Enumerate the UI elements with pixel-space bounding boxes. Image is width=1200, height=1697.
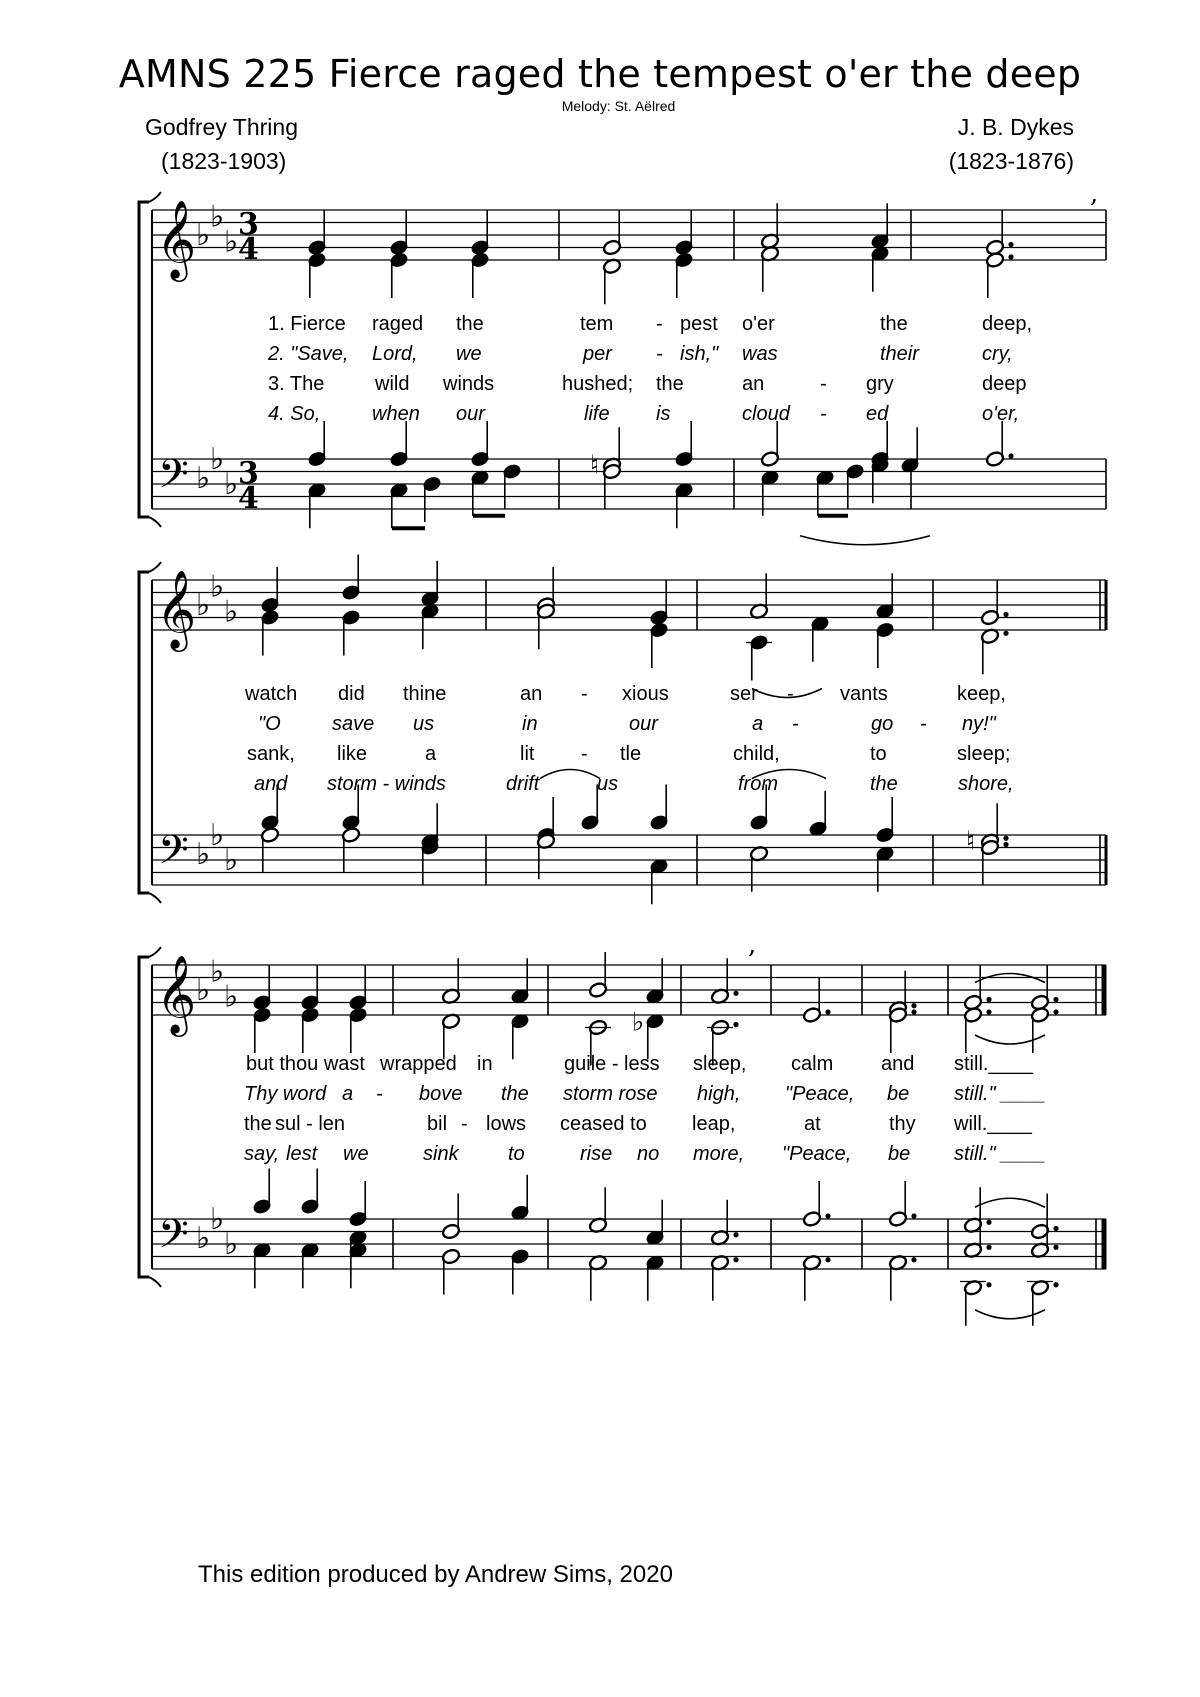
flat-icon: ♭	[224, 1227, 239, 1262]
lyric-syllable: ny!"	[962, 713, 996, 735]
lyric-syllable: 3. The	[268, 373, 325, 395]
lyric-syllable: -	[656, 343, 663, 365]
bracket-hook	[149, 893, 161, 903]
lyric-syllable: -	[656, 313, 663, 335]
flat-icon: ♭	[224, 224, 239, 260]
lyric-syllable: 1. Fierce	[268, 313, 346, 335]
lyric-syllable: wild	[375, 373, 410, 395]
lyric-syllable: Thy word	[244, 1083, 327, 1105]
lyric-syllable: watch	[245, 683, 298, 705]
lyric-syllable: -	[792, 713, 799, 735]
lyric-syllable: but thou wast	[246, 1053, 365, 1075]
augmentation-dot	[1008, 453, 1013, 458]
lyric-syllable: still." ____	[954, 1143, 1046, 1165]
melody-name: Melody: St. Aëlred	[561, 98, 676, 114]
author-name: Godfrey Thring	[145, 114, 298, 140]
lyric-syllable: xious	[622, 683, 669, 705]
lyric-syllable: Lord,	[372, 343, 418, 365]
lyric-syllable: us	[597, 773, 619, 795]
lyric-syllable: wrapped	[380, 1053, 457, 1075]
lyric-syllable: us	[413, 713, 435, 735]
augmentation-dot	[1003, 631, 1008, 636]
natural-icon: ♮	[590, 450, 600, 481]
lyric-syllable: high,	[697, 1083, 741, 1105]
flat-icon: ♭	[210, 569, 225, 605]
lyric-syllable: ser	[730, 683, 758, 705]
bass-clef-icon: 𝄢	[158, 1211, 189, 1267]
breath-mark-icon: ,	[1090, 179, 1099, 209]
slur	[975, 1310, 1045, 1319]
lyric-syllable: guile - less	[564, 1053, 660, 1075]
lyric-syllable: calm	[791, 1053, 834, 1075]
lyric-syllable: will.____	[954, 1113, 1032, 1135]
lyric-syllable: life	[584, 403, 610, 425]
lyric-syllable: no	[637, 1143, 660, 1165]
flat-icon: ♭	[210, 442, 225, 477]
time-signature: 3	[238, 456, 259, 491]
system-bracket	[139, 572, 149, 893]
time-signature: 4	[238, 232, 259, 267]
lyric-syllable: o'er,	[982, 403, 1020, 425]
bracket-hook	[149, 1277, 161, 1287]
augmentation-dot	[911, 1257, 916, 1262]
slur	[975, 1035, 1045, 1044]
lyric-syllable: lows	[486, 1113, 527, 1135]
lyric-syllable: our	[456, 403, 485, 425]
augmentation-dot	[1003, 612, 1008, 617]
lyric-syllable: and	[881, 1053, 915, 1075]
lyric-syllable: storm - winds	[327, 773, 446, 795]
flat-icon: ♭	[196, 218, 211, 253]
lyric-syllable: raged	[372, 313, 424, 335]
lyric-syllable: gry	[866, 373, 894, 395]
treble-clef-icon: 𝄞	[156, 200, 197, 279]
augmentation-dot	[986, 1220, 991, 1225]
lyric-syllable: -	[461, 1113, 468, 1135]
lyric-syllable: the	[880, 313, 908, 335]
flat-icon: ♭	[196, 836, 211, 872]
augmentation-dot	[825, 1257, 830, 1262]
breath-mark-icon: ,	[748, 930, 757, 960]
lyric-syllable: ed	[866, 403, 889, 425]
lyric-syllable: the	[456, 313, 484, 335]
lyric-syllable: leap,	[692, 1113, 736, 1135]
lyric-syllable: sleep;	[957, 743, 1011, 765]
lyric-syllable: be	[887, 1083, 910, 1105]
lyric-syllable: their	[880, 343, 919, 365]
augmentation-dot	[1003, 842, 1008, 847]
bass-clef-icon: 𝄢	[158, 827, 189, 883]
lyric-syllable: -	[920, 713, 927, 735]
lyric-syllable: "Peace,	[785, 1083, 855, 1105]
slur	[975, 1198, 1045, 1207]
augmentation-dot	[825, 1213, 830, 1218]
flat-icon: ♭	[196, 1220, 211, 1256]
flat-icon: ♭	[632, 1007, 645, 1038]
lyric-syllable: 4. So,	[268, 403, 321, 425]
lyric-syllable: tem	[580, 313, 614, 335]
lyric-syllable: drift	[506, 773, 540, 795]
flat-icon: ♭	[196, 460, 211, 496]
lyric-syllable: the	[501, 1083, 529, 1105]
lyric-syllable: at	[804, 1113, 821, 1135]
flat-icon: ♭	[224, 467, 239, 502]
slur	[800, 536, 930, 545]
lyric-syllable: thy	[889, 1113, 916, 1135]
lyric-syllable: sank,	[247, 743, 295, 765]
lyric-syllable: we	[343, 1143, 369, 1165]
lyric-syllable: the	[244, 1113, 272, 1135]
lyric-syllable: rise	[580, 1143, 613, 1165]
augmentation-dot	[1053, 1226, 1058, 1231]
flat-icon: ♭	[210, 818, 225, 853]
augmentation-dot	[986, 997, 991, 1002]
lyric-syllable: -	[820, 403, 827, 425]
lyric-syllable: tle	[620, 743, 642, 765]
augmentation-dot	[911, 1009, 916, 1014]
augmentation-dot	[825, 1009, 830, 1014]
lyric-syllable: -	[581, 683, 588, 705]
augmentation-dot	[911, 1003, 916, 1008]
augmentation-dot	[1008, 254, 1013, 259]
flat-icon: ♭	[210, 954, 225, 990]
lyric-syllable: be	[888, 1143, 911, 1165]
augmentation-dot	[733, 1022, 738, 1027]
lyric-syllable: vants	[840, 683, 888, 705]
time-signature: 4	[238, 481, 259, 516]
lyric-syllable: and	[254, 773, 288, 795]
flat-icon: ♭	[224, 979, 239, 1015]
author-years: (1823-1903)	[161, 148, 287, 174]
lyric-syllable: say,	[244, 1143, 280, 1165]
lyric-syllable: lit	[520, 743, 535, 765]
lyric-syllable: more,	[693, 1143, 745, 1165]
augmentation-dot	[1053, 1282, 1058, 1287]
augmentation-dot	[1053, 1009, 1058, 1014]
lyric-syllable: still." ____	[954, 1083, 1046, 1105]
bass-clef-icon: 𝄢	[158, 451, 189, 507]
lyric-syllable: ish,"	[680, 343, 719, 365]
lyric-syllable: "Peace,	[782, 1143, 852, 1165]
flat-icon: ♭	[224, 594, 239, 630]
lyric-syllable: in	[477, 1053, 493, 1075]
lyric-syllable: ceased to	[560, 1113, 647, 1135]
lyric-syllable: a	[752, 713, 764, 735]
lyric-syllable: winds	[443, 373, 495, 395]
lyric-syllable: is	[656, 403, 671, 425]
lyric-syllable: a	[342, 1083, 354, 1105]
bracket-hook	[149, 517, 161, 527]
lyric-syllable: lest	[286, 1143, 318, 1165]
lyric-syllable: still.____	[954, 1053, 1033, 1075]
natural-icon: ♮	[966, 826, 976, 857]
lyric-syllable: to	[870, 743, 887, 765]
lyric-syllable: -	[820, 373, 827, 395]
flat-icon: ♭	[196, 588, 211, 623]
lyric-syllable: in	[522, 713, 538, 735]
lyric-syllable: -	[581, 743, 588, 765]
augmentation-dot	[733, 1232, 738, 1237]
treble-clef-icon: 𝄞	[156, 955, 197, 1034]
lyric-syllable: like	[337, 743, 368, 765]
lyric-syllable: -	[787, 683, 794, 705]
augmentation-dot	[733, 991, 738, 996]
lyric-syllable: a	[425, 743, 437, 765]
staff-lines	[152, 210, 1106, 1269]
composer-name: J. B. Dykes	[957, 114, 1074, 140]
lyric-syllable: deep,	[982, 313, 1033, 335]
augmentation-dot	[1053, 997, 1058, 1002]
lyric-syllable: to	[508, 1143, 525, 1165]
lyric-syllable: did	[338, 683, 365, 705]
augmentation-dot	[986, 1245, 991, 1250]
treble-clef-icon: 𝄞	[156, 570, 197, 649]
flat-icon: ♭	[196, 973, 211, 1008]
lyric-syllable: was	[742, 343, 778, 365]
flat-icon: ♭	[210, 199, 225, 235]
lyric-syllable: storm rose	[563, 1083, 658, 1105]
lyric-syllable: save	[332, 713, 375, 735]
lyric-syllable: pest	[680, 313, 718, 335]
composer-years: (1823-1876)	[948, 148, 1074, 174]
lyric-syllable: bove	[419, 1083, 463, 1105]
system-bracket	[139, 957, 149, 1277]
lyric-syllable: cloud	[742, 403, 790, 425]
augmentation-dot	[986, 1282, 991, 1287]
lyric-syllable: keep,	[957, 683, 1006, 705]
time-signature: 3	[238, 207, 259, 242]
lyric-syllable: sink	[423, 1143, 459, 1165]
augmentation-dot	[1008, 242, 1013, 247]
lyric-syllable: sleep,	[693, 1053, 747, 1075]
lyric-syllable: o'er	[742, 313, 775, 335]
system-bracket	[139, 202, 149, 517]
flat-icon: ♭	[210, 1202, 225, 1237]
lyric-syllable: an	[520, 683, 543, 705]
augmentation-dot	[1053, 1245, 1058, 1250]
lyric-syllable: from	[738, 773, 778, 795]
flat-icon: ♭	[224, 843, 239, 878]
lyric-syllable: our	[629, 713, 658, 735]
lyric-syllable: go	[871, 713, 894, 735]
lyric-syllable: when	[372, 403, 420, 425]
lyric-syllable: cry,	[982, 343, 1013, 365]
lyrics-block	[244, 313, 1046, 1165]
lyric-syllable: "O	[258, 713, 281, 735]
lyric-syllable: deep	[982, 373, 1027, 395]
lyric-syllable: we	[456, 343, 482, 365]
lyric-syllable: the	[656, 373, 684, 395]
lyric-syllable: -	[376, 1083, 383, 1105]
hymn-title: AMNS 225 Fierce raged the tempest o'er the deep	[118, 52, 1082, 96]
augmentation-dot	[733, 1257, 738, 1262]
lyric-syllable: the	[870, 773, 898, 795]
augmentation-dot	[911, 1213, 916, 1218]
lyric-syllable: an	[742, 373, 765, 395]
lyric-syllable: child,	[733, 743, 780, 765]
lyric-syllable: 2. "Save,	[268, 343, 349, 365]
slur	[540, 770, 600, 779]
lyric-syllable: per	[583, 343, 612, 365]
lyric-syllable: shore,	[958, 773, 1014, 795]
edition-credit: This edition produced by Andrew Sims, 2020	[198, 1561, 673, 1588]
lyric-syllable: bil	[427, 1113, 448, 1135]
augmentation-dot	[986, 1009, 991, 1014]
augmentation-dot	[1003, 836, 1008, 841]
lyric-syllable: sul - len	[275, 1113, 346, 1135]
lyric-syllable: thine	[403, 683, 447, 705]
lyric-syllable: hushed;	[562, 373, 634, 395]
